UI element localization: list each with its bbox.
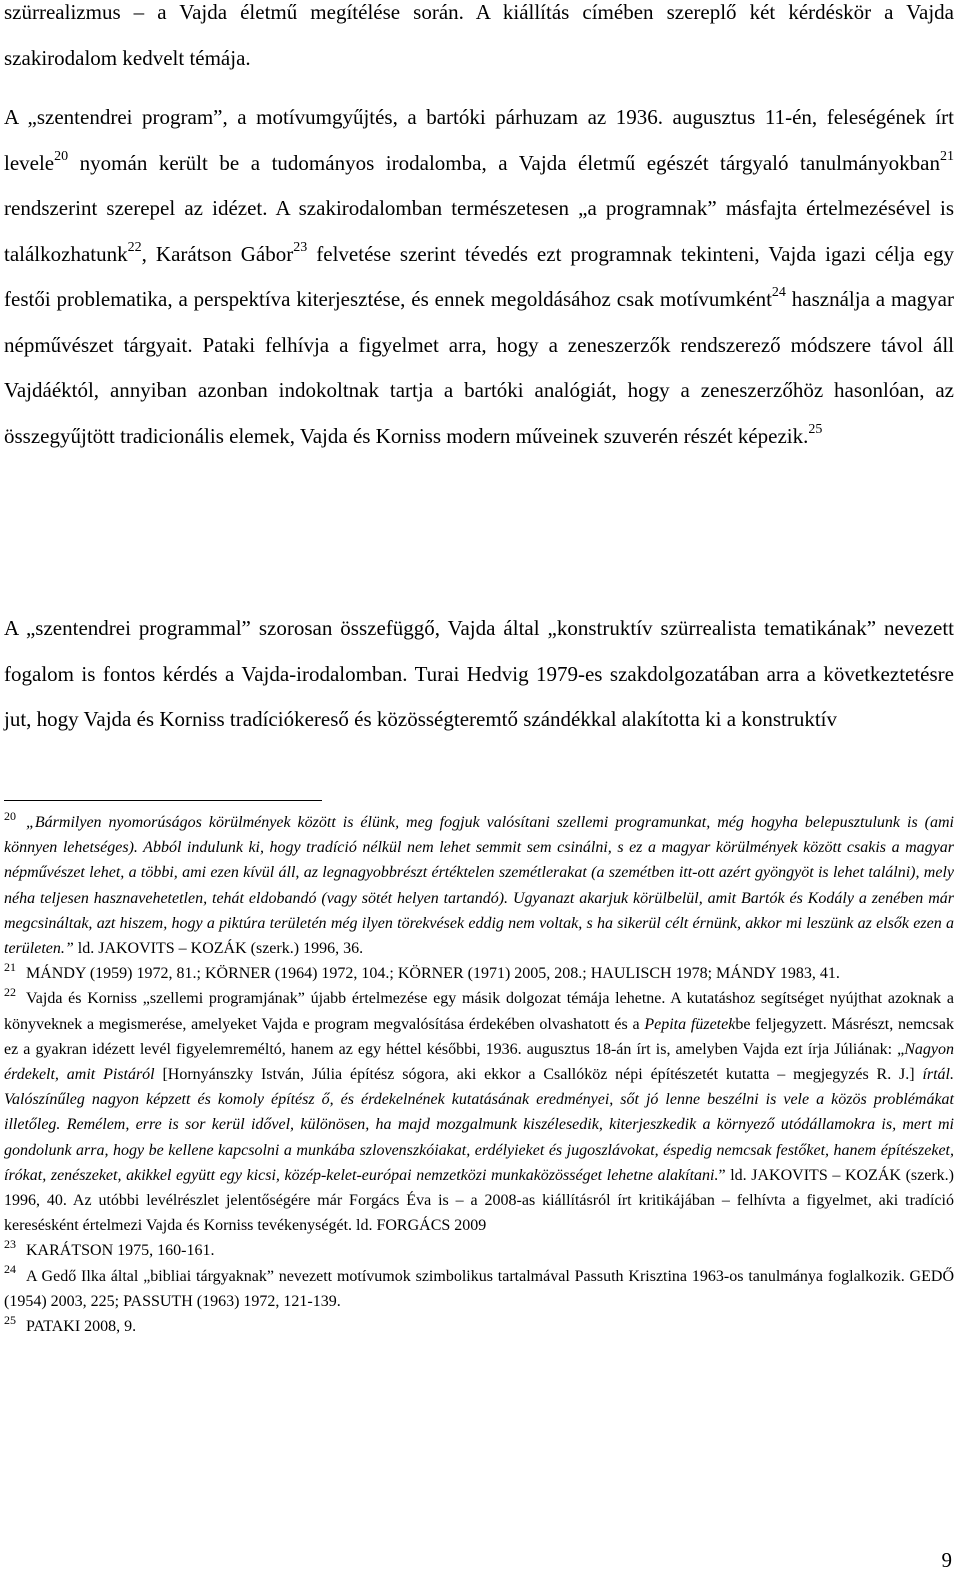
text-run: A Gedő Ilka által „bibliai tárgyaknak” nevezett motívumok szimbolikus tartalmával Passuth Krisztina 1963-os tanulmánya foglalkozik. GEDŐ (1954) 2003, 225; PASSUTH (1963) 1972, 121-139. — [4, 1267, 954, 1310]
text-run: KARÁTSON 1975, 160-161. — [26, 1242, 215, 1260]
footnote — [4, 1314, 954, 1339]
page-number: 9 — [941, 1548, 952, 1572]
footnote-reference: 20 — [54, 148, 69, 164]
text-run: szürrealizmus – a Vajda életmű megítélése során. A kiállítás címében szereplő két kérdéskör a Vajda szakirodalom kedvelt témája. — [4, 0, 954, 70]
text-run: Vajda és Korniss „szellemi programjának” újabb értelmezése egy másik dolgozat témája lehetne. A kutatáshoz segítséget nyújthat azoknak a könyveknek a megismerése, amelyeket Vajda e program megvalósítása érdekében olvashatott és a — [4, 990, 954, 1033]
footnotes — [4, 810, 954, 1339]
text-run: ld. JAKOVITS – KOZÁK (szerk.) 1996, 36. — [73, 940, 364, 958]
footnote-number: 24 — [4, 1262, 16, 1277]
footnote-number: 21 — [4, 959, 16, 974]
footnote-reference: 21 — [940, 148, 954, 164]
footnote-reference: 22 — [127, 239, 142, 255]
text-run: PATAKI 2008, 9. — [26, 1318, 137, 1336]
text-run: használja a magyar népművészet tárgyait. Pataki felhívja a figyelmet arra, hogy a zeneszerzők rendszerező módszere távol áll Vajdáéktól, annyiban azonban indokoltnak tartja a bartóki analógiát, hogy a zeneszerzőhöz hasonlóan, az összegyűjtött tradicionális elemek, Vajda és Korniss modern műveinek szuverén részét képezik. — [4, 287, 954, 448]
footnote-number: 23 — [4, 1237, 16, 1252]
text-run: nyomán került be a tudományos irodalomba, a Vajda életmű egészét tárgyaló tanulmányokban — [68, 150, 940, 175]
footnote-number: 22 — [4, 985, 16, 1000]
footnote-number: 20 — [4, 808, 16, 823]
footnote-reference: 24 — [771, 285, 786, 300]
footnote — [4, 961, 954, 986]
italic-text: Nagyon érdekelt, amit Pistáról — [4, 1040, 954, 1084]
text-run: ” ld. JAKOVITS – KOZÁK (szerk.) 1996, 40. Az utóbbi levélrészlet jelentőségére már Forgács Éva is – a 2008-as kiállításról írt kritikájában – felhívta a figyelmet, aki tradíció keresésként értelmezi Vajda és Korniss tevékenységét. ld. FORGÁCS 2009 — [4, 1166, 955, 1235]
footnote-reference: 23 — [293, 239, 308, 255]
text-run: MÁNDY (1959) 1972, 81.; KÖRNER (1964) 1972, 104.; KÖRNER (1971) 2005, 208.; HAULISCH 1978; MÁNDY 1983, 41. — [26, 965, 840, 983]
footnote-reference: 25 — [808, 421, 823, 437]
text-run: [Hornyánszky István, Júlia építész sógora, aki ekkor a Csallóköz népi építészetét kutatta – megjegyzés R. J.] — [154, 1066, 923, 1084]
footnote — [4, 986, 954, 1238]
footnote-number: 25 — [4, 1312, 16, 1327]
italic-text: írtál. Valószínűleg nagyon képzett és komoly építész ő, és érdekelnének kutatásának eredményei, sőt jó lenne beszélni is vele a közös problémákat illetőleg. Remélem, erre is sor kerül idővel, különösen, ha majd mozgalmunk kiszélesedik, kiterjeszkedik a környező utódállamokra is, mert mi gondolunk arra, hogy be kellene kapcsolni a munkába szlovenszkóiakat, erdélyieket és jugoszlávokat, éspedig nemcsak festőket, hanem építészeket, írókat, zenészeket, akikkel együtt egy kicsi, közép-kelet-európai nemzetközi munkaközösséget lehetne alakítani. — [4, 1066, 954, 1184]
body-paragraph — [4, 95, 954, 459]
text-run: , Karátson Gábor — [141, 241, 294, 266]
text-run: rendszerint szerepel az idézet. A szakirodalomban természetesen „a programnak” másfajta értelmezésével is találkozhatunk — [4, 196, 954, 266]
footnote — [4, 810, 954, 961]
footnote-separator — [4, 800, 322, 801]
footnote — [4, 1238, 954, 1263]
text-run: be feljegyzett. Másrészt, nemcsak ez a gyakran idézett levél figyelemreméltó, hanem az egy héttel későbbi, 1936. augusztus 18-án írt is, amelyben Vajda ezt írja Júliának: „ — [4, 1015, 955, 1058]
italic-text: „Bármilyen nyomorúságos körülmények között is élünk, meg fogjuk valósítani szellemi programunkat, még hogyha belepusztulunk is (ami könnyen lehetséges). Abból indulunk ki, hogy tradíció nélkül nem lehet semmit sem csinálni, s ez a magyar körülmények között csakis a magyar népművészet lehet, a többi, ami ezen kívül áll, az legnagyobbrészt értéktelen szemétlerakat (a szemétben itt-ott azért gyöngyöt is lehet találni), mely néha teljesen hasznavehetetlen, tehát eldobandó (vagy sötét helyen tartandó). Ugyanazt akarjuk körülbelül, amit Bartók és Kodály a zenében már megcsináltak, azt hiszem, hogy a piktúra területén még ilyen törekvések eddig nem voltak, s ha sikerül célt érnünk, akkor mi leszünk az elsők ezen a területen.” — [4, 814, 954, 958]
italic-text: Pepita füzetek — [644, 1015, 736, 1033]
text-run: A „szentendrei program”, a motívumgyűjtés, a bartóki párhuzam az 1936. augusztus 11-én, feleségének írt levele — [4, 105, 954, 175]
text-run: felvetése szerint tévedés ezt programnak tekinteni, Vajda igazi célja egy festői problematika, a perspektíva kiterjesztése, és ennek megoldásához csak motívumként — [4, 241, 954, 311]
text-run: A „szentendrei programmal” szorosan összefüggő, Vajda által „konstruktív szürrealista tematikának” nevezett fogalom is fontos kérdés a Vajda-irodalomban. Turai Hedvig 1979-es szakdolgozatában arra a következtetésre jut, hogy Vajda és Korniss tradíciókereső és közösségteremtő szándékkal alakította ki a konstruktív — [4, 616, 954, 731]
footnote — [4, 1264, 954, 1314]
body-paragraph — [4, 606, 954, 743]
body-paragraph — [4, 0, 954, 81]
